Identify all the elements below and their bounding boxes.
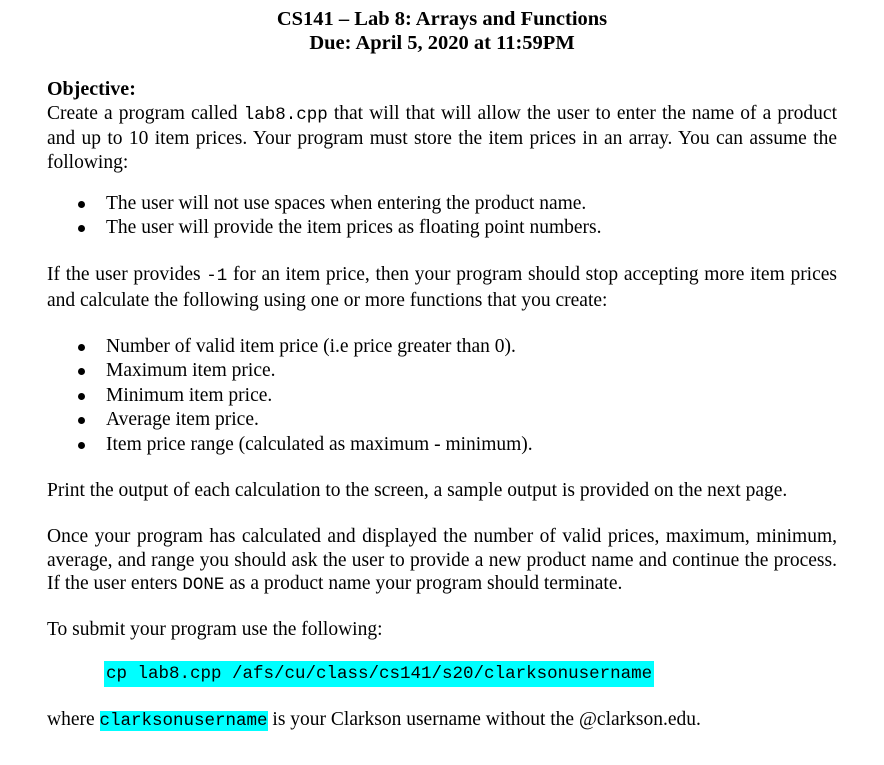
list-item-text: Minimum item price. (106, 384, 273, 406)
list-item (78, 408, 838, 432)
stop-text-end: for an item price, then your program should stop accepting more item prices and calculate the following using one or more functions that you create: (47, 264, 837, 311)
calculations-list (78, 335, 838, 457)
bullet-icon (78, 368, 85, 375)
stop-value-code: -1 (206, 266, 228, 286)
bullet-icon (78, 442, 85, 449)
list-item (78, 359, 838, 383)
submit-command-code: cp lab8.cpp /afs/cu/class/cs141/s20/clarksonusername (104, 661, 654, 687)
list-item-text: Item price range (calculated as maximum - minimum). (106, 433, 533, 455)
list-item (78, 192, 838, 216)
list-item (78, 384, 838, 408)
due-date: Due: April 5, 2020 at 11:59PM (309, 32, 575, 54)
repeat-process-paragraph (47, 525, 837, 598)
submit-paragraph: To submit your program use the following: (47, 619, 383, 640)
stop-text-start: If the user provides (47, 264, 207, 285)
objective-text-start: Create a program called (47, 102, 244, 124)
repeat-text-start: Once your program has calculated and displayed the number of valid prices, maximum, minimum, average, and range you should ask the user to provide a new product name and continue the process. If the user enters (47, 526, 837, 594)
objective-paragraph (47, 102, 837, 175)
print-paragraph: Print the output of each calculation to the screen, a sample output is provided on the next page. (47, 480, 788, 501)
document-title: CS141 – Lab 8: Arrays and Functions (276, 8, 608, 30)
objective-heading: Objective: (47, 78, 136, 100)
where-text-start: where (47, 709, 100, 730)
list-item-text: The user will not use spaces when entering the product name. (106, 193, 587, 214)
where-text-end: is your Clarkson username without the @clarkson.edu. (267, 709, 701, 730)
list-item (78, 335, 838, 359)
assumptions-list (78, 192, 838, 241)
list-item-text: Number of valid item price (i.e price greater than 0). (106, 336, 516, 357)
objective-text-end: that will that will allow the user to enter the name of a product and up to 10 item prices. Your program must store the item prices in an array. You can assume the following: (47, 102, 837, 173)
username-placeholder-code: clarksonusername (99, 711, 268, 731)
stop-condition-paragraph (47, 263, 837, 312)
objective-section (47, 78, 837, 174)
done-keyword-code: DONE (182, 575, 225, 595)
list-item-text: The user will provide the item prices as floating point numbers. (106, 217, 602, 239)
list-item (78, 433, 838, 457)
bullet-icon (78, 201, 85, 208)
bullet-icon (78, 344, 85, 351)
filename-code: lab8.cpp (243, 104, 328, 125)
list-item-text: Average item price. (106, 409, 259, 431)
bullet-icon (78, 393, 85, 400)
list-item (78, 216, 838, 240)
bullet-icon (78, 225, 85, 232)
username-note-paragraph (47, 708, 837, 734)
repeat-text-end: as a product name your program should terminate. (224, 573, 623, 594)
list-item-text: Maximum item price. (106, 360, 276, 382)
bullet-icon (78, 417, 85, 424)
